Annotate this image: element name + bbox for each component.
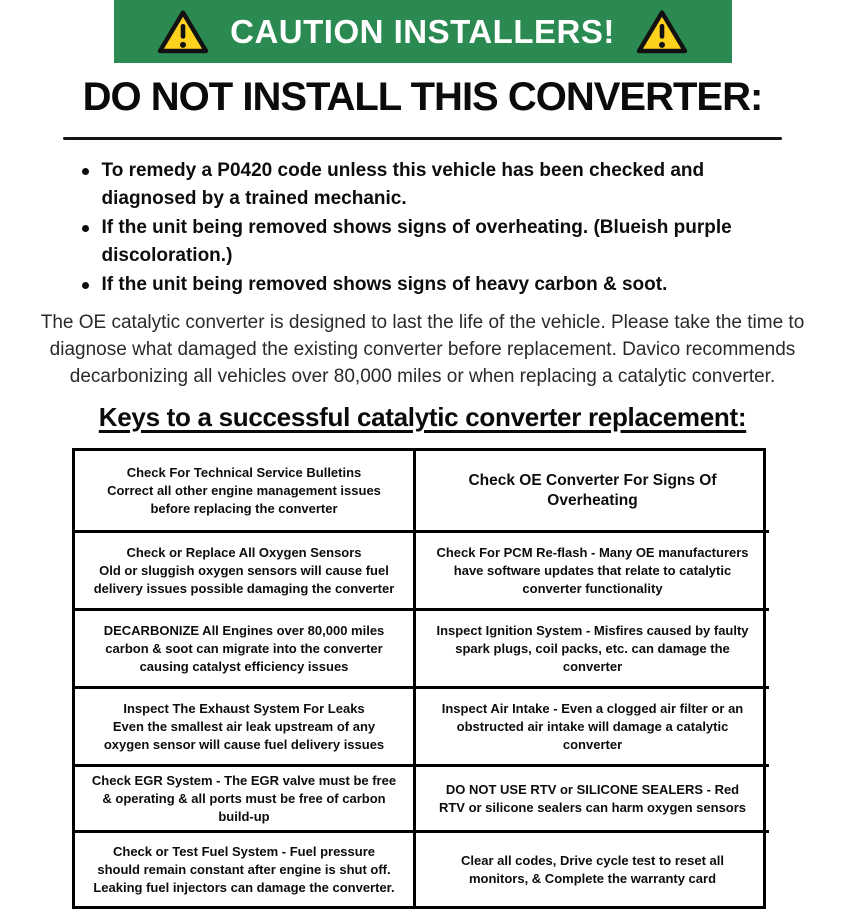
table-cell	[75, 686, 413, 764]
cell-text: Correct all other engine management issues before replacing the converter	[107, 482, 381, 516]
cell-text: Check or Test Fuel System - Fuel pressure should remain constant after engine is shut off. Leaking fuel injectors can damage the converter.	[93, 843, 395, 895]
warning-triangle-icon	[635, 9, 689, 55]
cell-text: Even the smallest air leak upstream of any oxygen sensor will cause fuel delivery issues	[103, 718, 385, 752]
cell-text: Check OE Converter For Signs Of Overheating	[468, 471, 717, 509]
cell-text: Check or Replace All Oxygen Sensors	[126, 544, 362, 560]
table-cell	[75, 451, 413, 530]
cell-text: Old or sluggish oxygen sensors will cause fuel delivery issues possible damaging the converter	[93, 562, 395, 596]
table-cell	[75, 530, 413, 608]
cell-text: DECARBONIZE All Engines over 80,000 miles carbon & soot can migrate into the converter causing catalyst efficiency issues	[103, 622, 385, 674]
warning-item: To remedy a P0420 code unless this vehicle has been checked and diagnosed by a trained mechanic.	[78, 157, 733, 213]
cell-text: Inspect Ignition System - Misfires caused by faulty spark plugs, coil packs, etc. can damage the converter	[436, 622, 749, 674]
table-cell	[413, 608, 769, 686]
warning-item: If the unit being removed shows signs of heavy carbon & soot.	[78, 271, 733, 299]
table-cell	[413, 764, 769, 830]
intro-paragraph: The OE catalytic converter is designed to last the life of the vehicle. Please take the time to diagnose what damaged the existing converter before replacement. Davico recommends decarbonizing all vehicles over 80,000 miles or when replacing a catalytic converter.	[40, 312, 805, 387]
warning-item: If the unit being removed shows signs of overheating. (Blueish purple discoloration.)	[78, 214, 733, 270]
warning-triangle-icon	[156, 9, 210, 55]
caution-banner	[114, 0, 732, 63]
cell-text: Check For Technical Service Bulletins	[126, 464, 362, 480]
table-cell	[413, 830, 769, 906]
table-cell	[75, 764, 413, 830]
table-cell	[75, 830, 413, 906]
cell-text: Inspect The Exhaust System For Leaks	[123, 700, 365, 716]
table-cell	[413, 451, 769, 530]
table-cell	[413, 686, 769, 764]
divider-line	[63, 137, 782, 140]
banner-title: CAUTION INSTALLERS!	[230, 12, 615, 50]
cell-text: Inspect Air Intake - Even a clogged air filter or an obstructed air intake will damage a catalytic converter	[441, 700, 744, 752]
table-cell	[413, 530, 769, 608]
keys-heading: Keys to a successful catalytic converter replacement:	[98, 402, 747, 432]
warning-list	[78, 157, 768, 299]
cell-text: Clear all codes, Drive cycle test to reset all monitors, & Complete the warranty card	[460, 852, 725, 886]
cell-text: DO NOT USE RTV or SILICONE SEALERS - Red RTV or silicone sealers can harm oxygen sensors	[438, 781, 747, 815]
cell-text: Check EGR System - The EGR valve must be free & operating & all ports must be free of carbon build-up	[91, 772, 397, 824]
cell-text: Check For PCM Re-flash - Many OE manufacturers have software updates that relate to catalytic converter functionality	[436, 544, 749, 596]
table-cell	[75, 608, 413, 686]
main-heading: DO NOT INSTALL THIS CONVERTER:	[82, 75, 763, 119]
keys-table	[72, 448, 766, 909]
